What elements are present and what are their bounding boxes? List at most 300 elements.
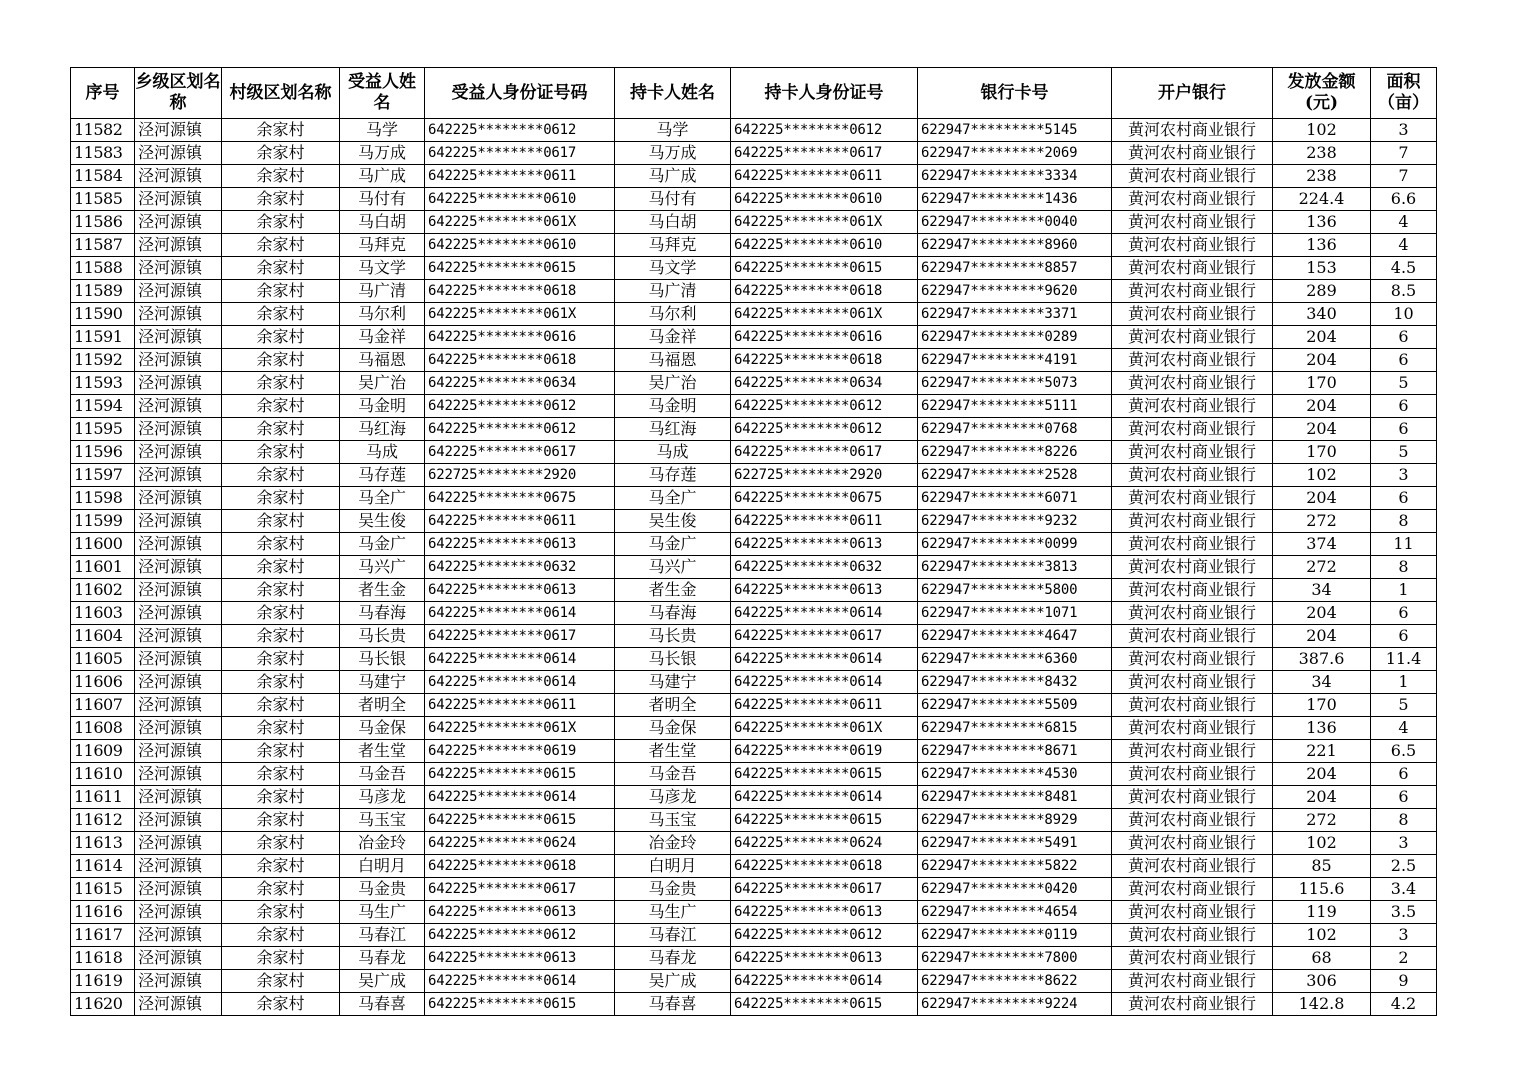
bank-card-cell: 622947*********9620 <box>918 280 1112 303</box>
beneficiary-name-cell: 马生广 <box>340 901 425 924</box>
village-cell: 余家村 <box>222 349 340 372</box>
table-row <box>71 924 1437 947</box>
beneficiary-name-cell: 马广成 <box>340 165 425 188</box>
village-cell: 余家村 <box>222 947 340 970</box>
cardholder-id-cell: 642225********0611 <box>731 510 918 533</box>
cardholder-id-cell: 642225********0618 <box>731 280 918 303</box>
township-cell: 泾河源镇 <box>135 809 222 832</box>
area-cell: 3 <box>1371 924 1437 947</box>
cardholder-name-cell: 马金广 <box>615 533 731 556</box>
bank-card-cell: 622947*********4647 <box>918 625 1112 648</box>
beneficiary-id-cell: 642225********0610 <box>425 234 615 257</box>
bank-cell: 黄河农村商业银行 <box>1112 487 1273 510</box>
beneficiary-id-cell: 642225********061X <box>425 717 615 740</box>
beneficiary-name-cell: 马存莲 <box>340 464 425 487</box>
bank-cell: 黄河农村商业银行 <box>1112 119 1273 142</box>
village-cell: 余家村 <box>222 211 340 234</box>
village-cell: 余家村 <box>222 234 340 257</box>
village-cell: 余家村 <box>222 418 340 441</box>
bank-card-cell: 622947*********0099 <box>918 533 1112 556</box>
bank-cell: 黄河农村商业银行 <box>1112 326 1273 349</box>
cardholder-id-cell: 642225********061X <box>731 717 918 740</box>
beneficiary-name-cell: 马付有 <box>340 188 425 211</box>
cardholder-name-cell: 马红海 <box>615 418 731 441</box>
bank-card-cell: 622947*********4191 <box>918 349 1112 372</box>
beneficiary-name-cell: 马春喜 <box>340 993 425 1016</box>
bank-card-cell: 622947*********9224 <box>918 993 1112 1016</box>
beneficiary-name-cell: 马金贵 <box>340 878 425 901</box>
township-cell: 泾河源镇 <box>135 556 222 579</box>
bank-card-cell: 622947*********0289 <box>918 326 1112 349</box>
area-cell: 6 <box>1371 786 1437 809</box>
township-cell: 泾河源镇 <box>135 188 222 211</box>
amount-cell: 102 <box>1273 832 1371 855</box>
area-cell: 2.5 <box>1371 855 1437 878</box>
serial-cell: 11609 <box>71 740 135 763</box>
township-cell: 泾河源镇 <box>135 234 222 257</box>
bank-card-cell: 622947*********8481 <box>918 786 1112 809</box>
amount-cell: 340 <box>1273 303 1371 326</box>
bank-cell: 黄河农村商业银行 <box>1112 441 1273 464</box>
serial-cell: 11583 <box>71 142 135 165</box>
bank-card-cell: 622947*********0040 <box>918 211 1112 234</box>
beneficiary-id-cell: 642225********0611 <box>425 510 615 533</box>
cardholder-id-cell: 642225********0615 <box>731 763 918 786</box>
serial-cell: 11619 <box>71 970 135 993</box>
serial-cell: 11602 <box>71 579 135 602</box>
serial-cell: 11601 <box>71 556 135 579</box>
township-cell: 泾河源镇 <box>135 211 222 234</box>
cardholder-name-cell: 马全广 <box>615 487 731 510</box>
cardholder-id-cell: 642225********0612 <box>731 395 918 418</box>
serial-cell: 11587 <box>71 234 135 257</box>
bank-card-cell: 622947*********1436 <box>918 188 1112 211</box>
area-cell: 3.5 <box>1371 901 1437 924</box>
beneficiary-id-cell: 642225********0614 <box>425 648 615 671</box>
cardholder-name-cell: 马春江 <box>615 924 731 947</box>
cardholder-name-cell: 马福恩 <box>615 349 731 372</box>
village-cell: 余家村 <box>222 786 340 809</box>
amount-cell: 204 <box>1273 625 1371 648</box>
township-cell: 泾河源镇 <box>135 119 222 142</box>
bank-card-cell: 622947*********9232 <box>918 510 1112 533</box>
village-cell: 余家村 <box>222 648 340 671</box>
beneficiary-name-cell: 马金保 <box>340 717 425 740</box>
beneficiary-name-cell: 马兴广 <box>340 556 425 579</box>
bank-card-cell: 622947*********6815 <box>918 717 1112 740</box>
township-cell: 泾河源镇 <box>135 257 222 280</box>
bank-card-cell: 622947*********8622 <box>918 970 1112 993</box>
cardholder-name-cell: 马长银 <box>615 648 731 671</box>
cardholder-id-cell: 642225********0613 <box>731 901 918 924</box>
area-cell: 5 <box>1371 694 1437 717</box>
cardholder-id-cell: 642225********0632 <box>731 556 918 579</box>
serial-cell: 11603 <box>71 602 135 625</box>
village-cell: 余家村 <box>222 901 340 924</box>
area-cell: 2 <box>1371 947 1437 970</box>
amount-cell: 238 <box>1273 165 1371 188</box>
beneficiary-id-cell: 642225********0617 <box>425 142 615 165</box>
amount-cell: 142.8 <box>1273 993 1371 1016</box>
cardholder-name-cell: 马金祥 <box>615 326 731 349</box>
beneficiary-name-cell: 者生金 <box>340 579 425 602</box>
area-cell: 6 <box>1371 418 1437 441</box>
township-cell: 泾河源镇 <box>135 280 222 303</box>
serial-cell: 11620 <box>71 993 135 1016</box>
bank-card-cell: 622947*********3813 <box>918 556 1112 579</box>
table-row <box>71 901 1437 924</box>
table-row <box>71 993 1437 1016</box>
township-cell: 泾河源镇 <box>135 878 222 901</box>
header-area: 面积（亩） <box>1371 68 1437 119</box>
amount-cell: 272 <box>1273 510 1371 533</box>
village-cell: 余家村 <box>222 625 340 648</box>
serial-cell: 11599 <box>71 510 135 533</box>
cardholder-id-cell: 642225********0612 <box>731 418 918 441</box>
beneficiary-id-cell: 642225********0624 <box>425 832 615 855</box>
village-cell: 余家村 <box>222 832 340 855</box>
table-row <box>71 579 1437 602</box>
bank-card-cell: 622947*********7800 <box>918 947 1112 970</box>
village-cell: 余家村 <box>222 740 340 763</box>
area-cell: 8 <box>1371 510 1437 533</box>
amount-cell: 272 <box>1273 556 1371 579</box>
cardholder-id-cell: 642225********0614 <box>731 671 918 694</box>
serial-cell: 11616 <box>71 901 135 924</box>
cardholder-id-cell: 642225********0612 <box>731 924 918 947</box>
township-cell: 泾河源镇 <box>135 832 222 855</box>
bank-cell: 黄河农村商业银行 <box>1112 671 1273 694</box>
beneficiary-name-cell: 马金明 <box>340 395 425 418</box>
table-row <box>71 165 1437 188</box>
village-cell: 余家村 <box>222 694 340 717</box>
table-row <box>71 510 1437 533</box>
area-cell: 7 <box>1371 165 1437 188</box>
header-serial: 序号 <box>71 68 135 119</box>
cardholder-id-cell: 642225********0611 <box>731 165 918 188</box>
area-cell: 4 <box>1371 211 1437 234</box>
bank-cell: 黄河农村商业银行 <box>1112 970 1273 993</box>
serial-cell: 11604 <box>71 625 135 648</box>
beneficiary-id-cell: 642225********0618 <box>425 280 615 303</box>
village-cell: 余家村 <box>222 533 340 556</box>
serial-cell: 11586 <box>71 211 135 234</box>
bank-cell: 黄河农村商业银行 <box>1112 303 1273 326</box>
serial-cell: 11591 <box>71 326 135 349</box>
beneficiary-name-cell: 马红海 <box>340 418 425 441</box>
bank-cell: 黄河农村商业银行 <box>1112 809 1273 832</box>
bank-cell: 黄河农村商业银行 <box>1112 257 1273 280</box>
beneficiary-id-cell: 642225********0612 <box>425 924 615 947</box>
bank-cell: 黄河农村商业银行 <box>1112 740 1273 763</box>
township-cell: 泾河源镇 <box>135 625 222 648</box>
township-cell: 泾河源镇 <box>135 947 222 970</box>
beneficiary-id-cell: 642225********0612 <box>425 418 615 441</box>
beneficiary-id-cell: 642225********061X <box>425 303 615 326</box>
township-cell: 泾河源镇 <box>135 786 222 809</box>
cardholder-name-cell: 马金吾 <box>615 763 731 786</box>
cardholder-name-cell: 马金明 <box>615 395 731 418</box>
beneficiary-name-cell: 马拜克 <box>340 234 425 257</box>
beneficiary-name-cell: 冶金玲 <box>340 832 425 855</box>
village-cell: 余家村 <box>222 326 340 349</box>
bank-card-cell: 622947*********5822 <box>918 855 1112 878</box>
cardholder-id-cell: 642225********0613 <box>731 947 918 970</box>
area-cell: 6.6 <box>1371 188 1437 211</box>
beneficiary-name-cell: 马尔利 <box>340 303 425 326</box>
beneficiary-id-cell: 642225********0614 <box>425 602 615 625</box>
beneficiary-id-cell: 642225********0614 <box>425 671 615 694</box>
village-cell: 余家村 <box>222 464 340 487</box>
cardholder-name-cell: 者生金 <box>615 579 731 602</box>
header-bank: 开户银行 <box>1112 68 1273 119</box>
township-cell: 泾河源镇 <box>135 671 222 694</box>
table-row <box>71 970 1437 993</box>
cardholder-id-cell: 642225********0613 <box>731 533 918 556</box>
beneficiary-name-cell: 吴生俊 <box>340 510 425 533</box>
cardholder-id-cell: 642225********061X <box>731 303 918 326</box>
township-cell: 泾河源镇 <box>135 694 222 717</box>
area-cell: 11 <box>1371 533 1437 556</box>
bank-cell: 黄河农村商业银行 <box>1112 648 1273 671</box>
area-cell: 4.2 <box>1371 993 1437 1016</box>
table-row <box>71 763 1437 786</box>
township-cell: 泾河源镇 <box>135 165 222 188</box>
beneficiary-id-cell: 642225********0619 <box>425 740 615 763</box>
amount-cell: 170 <box>1273 441 1371 464</box>
amount-cell: 224.4 <box>1273 188 1371 211</box>
bank-cell: 黄河农村商业银行 <box>1112 717 1273 740</box>
beneficiary-id-cell: 642225********0615 <box>425 809 615 832</box>
township-cell: 泾河源镇 <box>135 970 222 993</box>
header-village: 村级区划名称 <box>222 68 340 119</box>
bank-card-cell: 622947*********8432 <box>918 671 1112 694</box>
cardholder-name-cell: 马建宁 <box>615 671 731 694</box>
area-cell: 6 <box>1371 326 1437 349</box>
beneficiary-name-cell: 马春江 <box>340 924 425 947</box>
amount-cell: 102 <box>1273 464 1371 487</box>
township-cell: 泾河源镇 <box>135 648 222 671</box>
cardholder-id-cell: 642225********0615 <box>731 809 918 832</box>
cardholder-name-cell: 马彦龙 <box>615 786 731 809</box>
beneficiary-id-cell: 642225********0613 <box>425 533 615 556</box>
area-cell: 6 <box>1371 625 1437 648</box>
bank-cell: 黄河农村商业银行 <box>1112 947 1273 970</box>
serial-cell: 11613 <box>71 832 135 855</box>
table-row <box>71 142 1437 165</box>
township-cell: 泾河源镇 <box>135 924 222 947</box>
amount-cell: 374 <box>1273 533 1371 556</box>
village-cell: 余家村 <box>222 878 340 901</box>
beneficiary-id-cell: 642225********0634 <box>425 372 615 395</box>
beneficiary-id-cell: 642225********0632 <box>425 556 615 579</box>
amount-cell: 204 <box>1273 418 1371 441</box>
bank-cell: 黄河农村商业银行 <box>1112 694 1273 717</box>
cardholder-id-cell: 642225********0617 <box>731 142 918 165</box>
serial-cell: 11596 <box>71 441 135 464</box>
village-cell: 余家村 <box>222 372 340 395</box>
cardholder-name-cell: 吴广治 <box>615 372 731 395</box>
serial-cell: 11610 <box>71 763 135 786</box>
serial-cell: 11612 <box>71 809 135 832</box>
table-row <box>71 533 1437 556</box>
bank-card-cell: 622947*********5509 <box>918 694 1112 717</box>
serial-cell: 11585 <box>71 188 135 211</box>
area-cell: 6 <box>1371 602 1437 625</box>
header-beneficiary-id: 受益人身份证号码 <box>425 68 615 119</box>
bank-card-cell: 622947*********5145 <box>918 119 1112 142</box>
cardholder-id-cell: 642225********0618 <box>731 855 918 878</box>
cardholder-name-cell: 冶金玲 <box>615 832 731 855</box>
table-row <box>71 878 1437 901</box>
bank-cell: 黄河农村商业银行 <box>1112 188 1273 211</box>
beneficiary-name-cell: 马白胡 <box>340 211 425 234</box>
beneficiary-name-cell: 马金祥 <box>340 326 425 349</box>
bank-cell: 黄河农村商业银行 <box>1112 395 1273 418</box>
header-bank-card: 银行卡号 <box>918 68 1112 119</box>
subsidy-table <box>70 67 1437 1016</box>
bank-cell: 黄河农村商业银行 <box>1112 280 1273 303</box>
beneficiary-id-cell: 642225********0618 <box>425 855 615 878</box>
cardholder-id-cell: 642225********0617 <box>731 441 918 464</box>
cardholder-id-cell: 642225********0615 <box>731 993 918 1016</box>
cardholder-id-cell: 642225********0615 <box>731 257 918 280</box>
township-cell: 泾河源镇 <box>135 717 222 740</box>
amount-cell: 102 <box>1273 924 1371 947</box>
township-cell: 泾河源镇 <box>135 602 222 625</box>
amount-cell: 204 <box>1273 786 1371 809</box>
amount-cell: 306 <box>1273 970 1371 993</box>
village-cell: 余家村 <box>222 142 340 165</box>
beneficiary-name-cell: 马广清 <box>340 280 425 303</box>
bank-card-cell: 622947*********2528 <box>918 464 1112 487</box>
village-cell: 余家村 <box>222 717 340 740</box>
village-cell: 余家村 <box>222 395 340 418</box>
table-row <box>71 395 1437 418</box>
cardholder-name-cell: 马学 <box>615 119 731 142</box>
serial-cell: 11584 <box>71 165 135 188</box>
header-cardholder-id: 持卡人身份证号 <box>731 68 918 119</box>
area-cell: 5 <box>1371 372 1437 395</box>
table-row <box>71 648 1437 671</box>
cardholder-name-cell: 马春海 <box>615 602 731 625</box>
table-row <box>71 211 1437 234</box>
area-cell: 10 <box>1371 303 1437 326</box>
area-cell: 3 <box>1371 832 1437 855</box>
serial-cell: 11600 <box>71 533 135 556</box>
area-cell: 6 <box>1371 349 1437 372</box>
amount-cell: 204 <box>1273 602 1371 625</box>
cardholder-name-cell: 吴广成 <box>615 970 731 993</box>
amount-cell: 136 <box>1273 717 1371 740</box>
beneficiary-name-cell: 马成 <box>340 441 425 464</box>
table-row <box>71 188 1437 211</box>
table-row <box>71 947 1437 970</box>
beneficiary-name-cell: 吴广治 <box>340 372 425 395</box>
amount-cell: 68 <box>1273 947 1371 970</box>
cardholder-id-cell: 622725********2920 <box>731 464 918 487</box>
amount-cell: 34 <box>1273 671 1371 694</box>
township-cell: 泾河源镇 <box>135 855 222 878</box>
cardholder-name-cell: 者生堂 <box>615 740 731 763</box>
bank-cell: 黄河农村商业银行 <box>1112 349 1273 372</box>
village-cell: 余家村 <box>222 510 340 533</box>
beneficiary-name-cell: 马长贵 <box>340 625 425 648</box>
beneficiary-id-cell: 642225********0611 <box>425 165 615 188</box>
table-row <box>71 740 1437 763</box>
township-cell: 泾河源镇 <box>135 303 222 326</box>
bank-card-cell: 622947*********8960 <box>918 234 1112 257</box>
table-row <box>71 809 1437 832</box>
beneficiary-id-cell: 642225********0615 <box>425 993 615 1016</box>
bank-cell: 黄河农村商业银行 <box>1112 579 1273 602</box>
beneficiary-id-cell: 642225********0612 <box>425 395 615 418</box>
township-cell: 泾河源镇 <box>135 326 222 349</box>
amount-cell: 204 <box>1273 349 1371 372</box>
village-cell: 余家村 <box>222 809 340 832</box>
table-row <box>71 717 1437 740</box>
table-row <box>71 372 1437 395</box>
area-cell: 4.5 <box>1371 257 1437 280</box>
bank-cell: 黄河农村商业银行 <box>1112 763 1273 786</box>
header-row <box>71 68 1437 119</box>
amount-cell: 153 <box>1273 257 1371 280</box>
amount-cell: 119 <box>1273 901 1371 924</box>
amount-cell: 387.6 <box>1273 648 1371 671</box>
beneficiary-id-cell: 642225********0614 <box>425 970 615 993</box>
beneficiary-name-cell: 马春龙 <box>340 947 425 970</box>
bank-cell: 黄河农村商业银行 <box>1112 993 1273 1016</box>
village-cell: 余家村 <box>222 602 340 625</box>
serial-cell: 11607 <box>71 694 135 717</box>
beneficiary-name-cell: 马金吾 <box>340 763 425 786</box>
bank-cell: 黄河农村商业银行 <box>1112 924 1273 947</box>
table-row <box>71 234 1437 257</box>
beneficiary-id-cell: 642225********0617 <box>425 878 615 901</box>
cardholder-id-cell: 642225********0613 <box>731 579 918 602</box>
village-cell: 余家村 <box>222 257 340 280</box>
header-township: 乡级区划名称 <box>135 68 222 119</box>
village-cell: 余家村 <box>222 441 340 464</box>
beneficiary-id-cell: 642225********0614 <box>425 786 615 809</box>
cardholder-name-cell: 马金贵 <box>615 878 731 901</box>
beneficiary-name-cell: 马长银 <box>340 648 425 671</box>
beneficiary-id-cell: 642225********0618 <box>425 349 615 372</box>
bank-card-cell: 622947*********3371 <box>918 303 1112 326</box>
bank-cell: 黄河农村商业银行 <box>1112 372 1273 395</box>
township-cell: 泾河源镇 <box>135 395 222 418</box>
bank-cell: 黄河农村商业银行 <box>1112 878 1273 901</box>
table-row <box>71 786 1437 809</box>
township-cell: 泾河源镇 <box>135 418 222 441</box>
cardholder-id-cell: 642225********0614 <box>731 786 918 809</box>
area-cell: 6 <box>1371 395 1437 418</box>
serial-cell: 11618 <box>71 947 135 970</box>
township-cell: 泾河源镇 <box>135 740 222 763</box>
bank-card-cell: 622947*********4530 <box>918 763 1112 786</box>
beneficiary-id-cell: 642225********061X <box>425 211 615 234</box>
bank-card-cell: 622947*********8671 <box>918 740 1112 763</box>
serial-cell: 11592 <box>71 349 135 372</box>
serial-cell: 11594 <box>71 395 135 418</box>
village-cell: 余家村 <box>222 188 340 211</box>
serial-cell: 11593 <box>71 372 135 395</box>
amount-cell: 170 <box>1273 372 1371 395</box>
area-cell: 8.5 <box>1371 280 1437 303</box>
bank-cell: 黄河农村商业银行 <box>1112 625 1273 648</box>
cardholder-name-cell: 马成 <box>615 441 731 464</box>
bank-card-cell: 622947*********8929 <box>918 809 1112 832</box>
